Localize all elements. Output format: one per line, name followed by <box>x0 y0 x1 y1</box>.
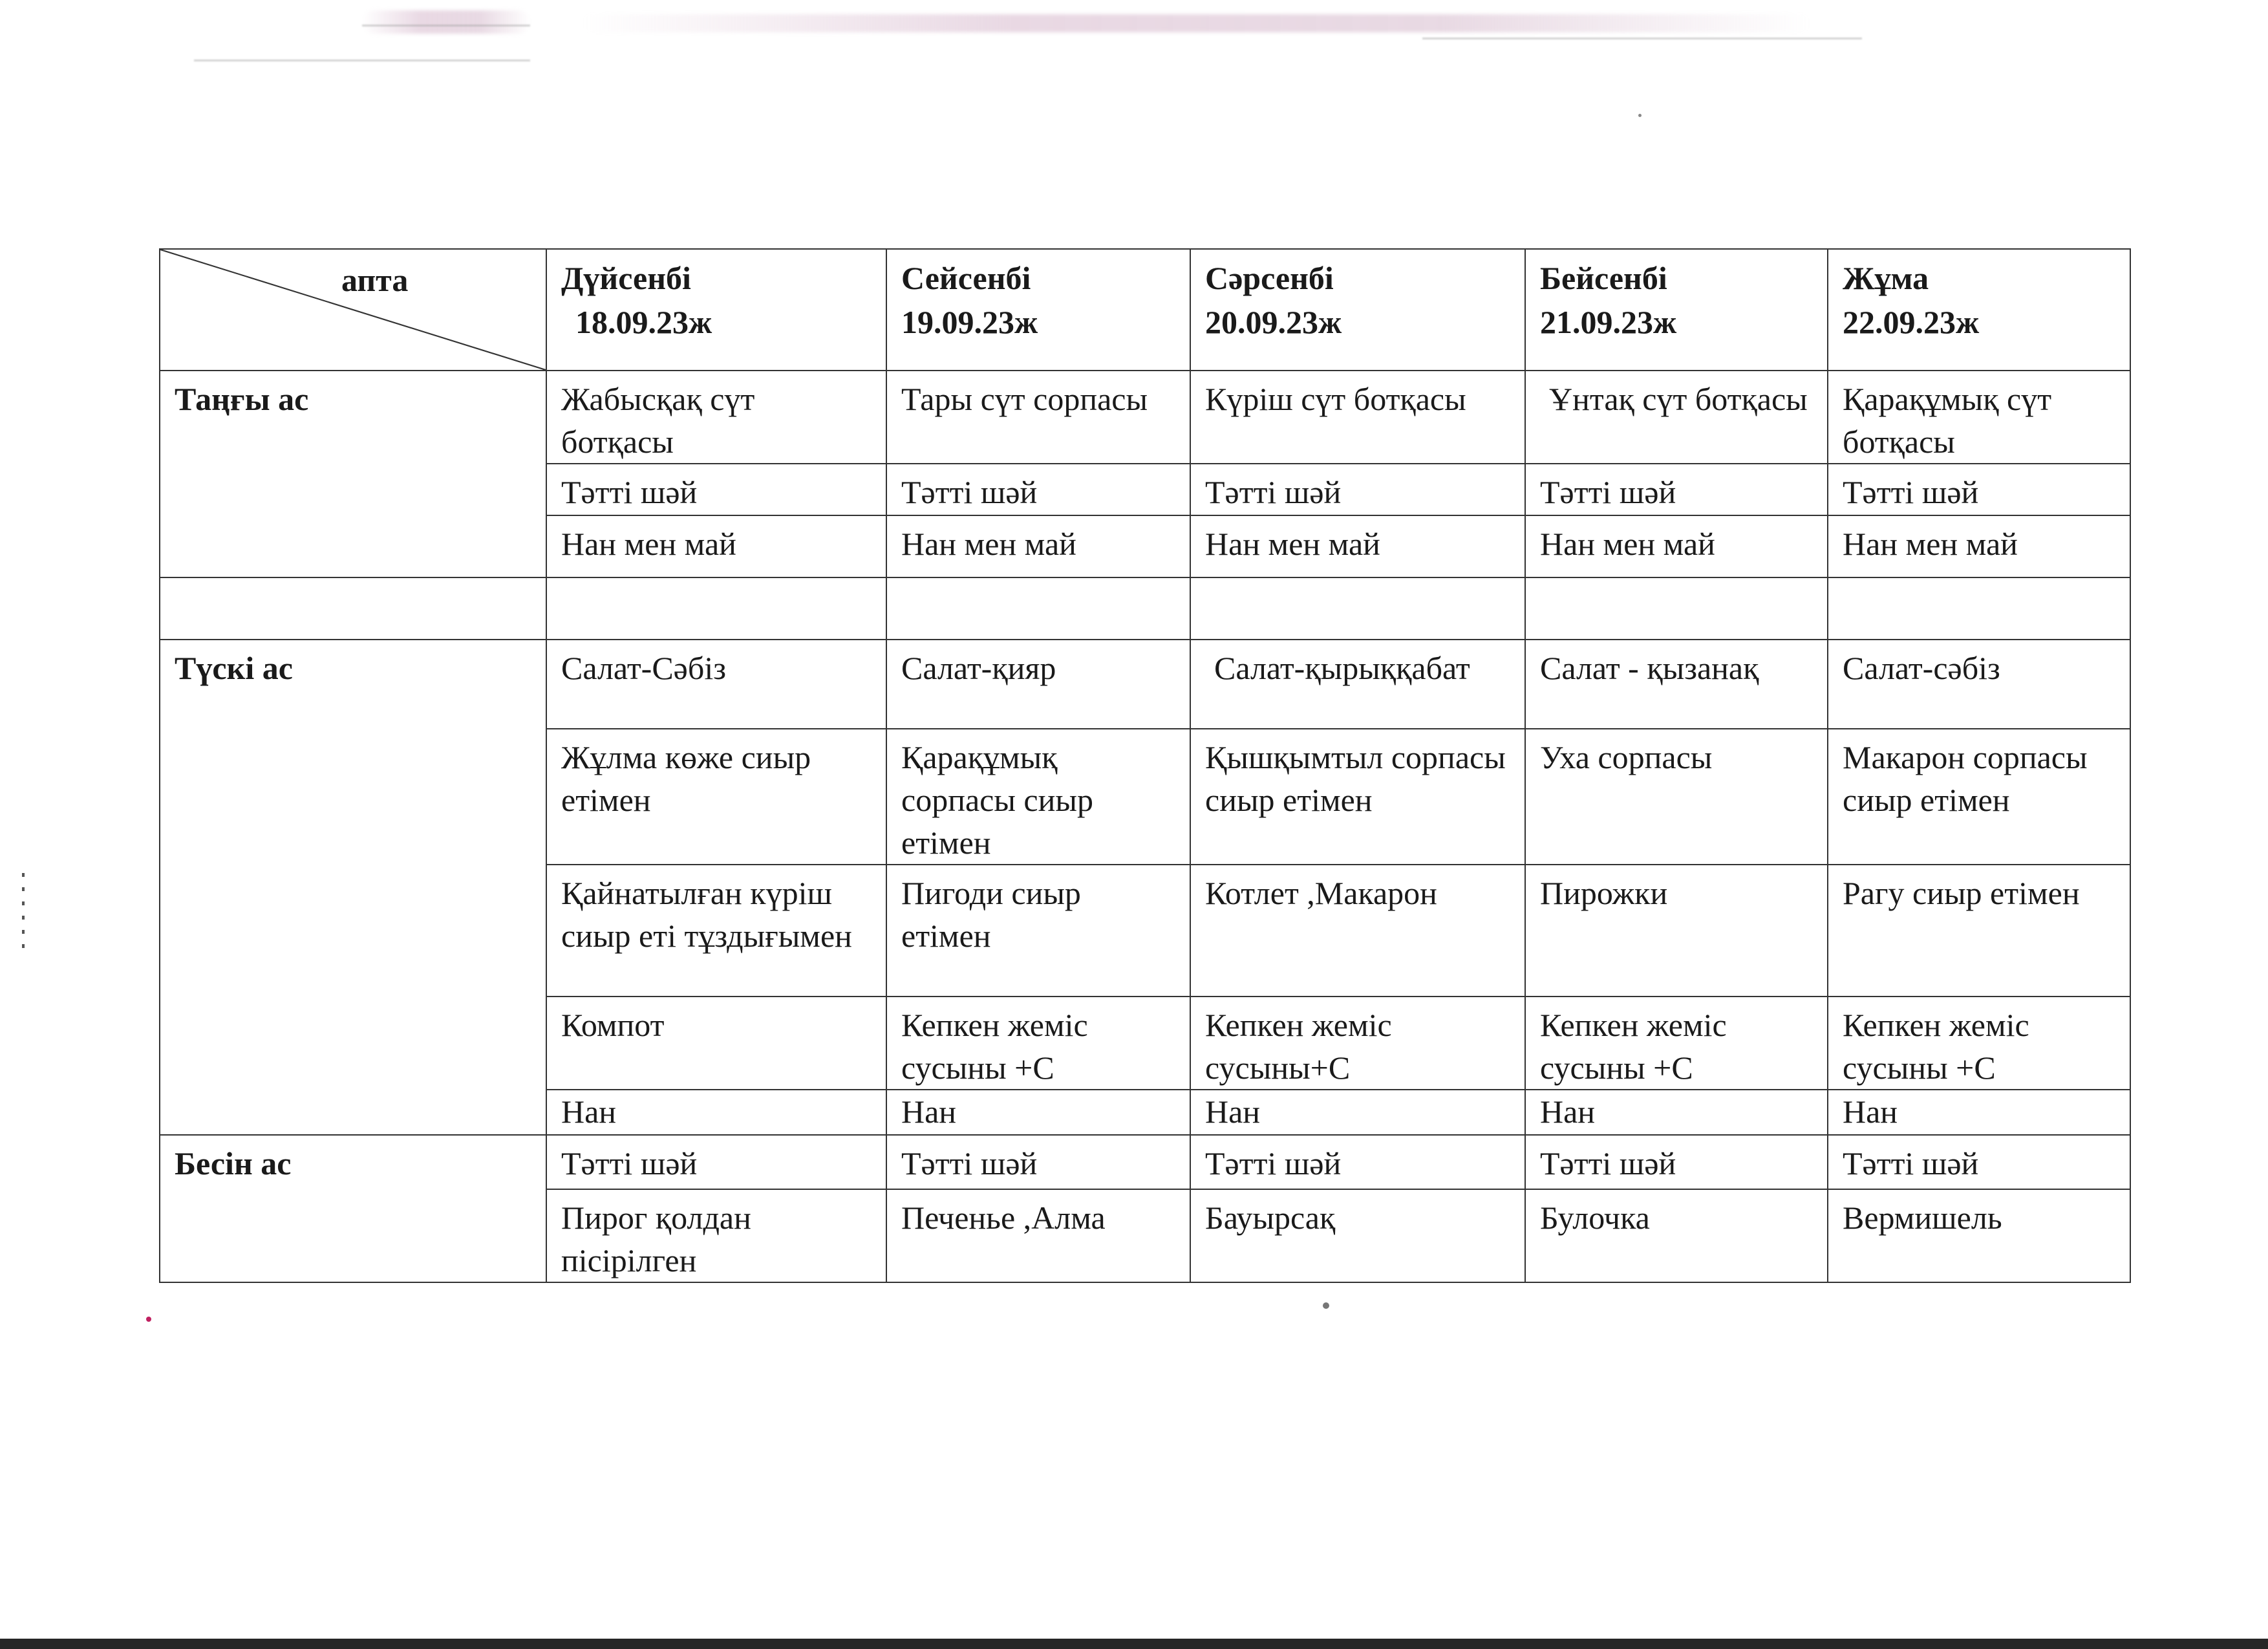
empty-row <box>160 577 2130 640</box>
menu-cell: Тәтті шәй <box>546 1135 886 1189</box>
day-header-monday <box>546 249 886 371</box>
menu-cell: Нан <box>886 1090 1190 1135</box>
day-name: Сейсенбі <box>901 260 1031 296</box>
menu-cell: Тәтті шәй <box>1828 464 2130 515</box>
day-header-tuesday <box>886 249 1190 371</box>
header-row <box>160 249 2130 371</box>
menu-cell: Печенье ,Алма <box>886 1189 1190 1282</box>
scan-smudge <box>362 10 530 34</box>
menu-cell: Жабысқақ сүт ботқасы <box>546 371 886 464</box>
menu-cell: Пирожки <box>1525 865 1828 997</box>
menu-cell: Тәтті шәй <box>1525 464 1828 515</box>
menu-cell: Тәтті шәй <box>886 464 1190 515</box>
day-name: Дүйсенбі <box>561 260 691 296</box>
empty-cell <box>1828 577 2130 640</box>
day-name: Бейсенбі <box>1540 260 1667 296</box>
scan-bottom-edge <box>0 1639 2268 1649</box>
menu-cell: Кепкен жеміс сусыны +С <box>886 997 1190 1090</box>
menu-cell: Тары сүт сорпасы <box>886 371 1190 464</box>
day-date: 18.09.23ж <box>575 304 712 340</box>
menu-cell: Кепкен жеміс сусыны +С <box>1525 997 1828 1090</box>
menu-cell: Салат-қияр <box>886 640 1190 729</box>
menu-cell: Тәтті шәй <box>1828 1135 2130 1189</box>
menu-cell: Тәтті шәй <box>886 1135 1190 1189</box>
menu-cell: Нан мен май <box>1190 515 1525 577</box>
menu-cell: Бауырсақ <box>1190 1189 1525 1282</box>
menu-cell: Салат-сәбіз <box>1828 640 2130 729</box>
day-name: Жұма <box>1843 260 1929 296</box>
menu-cell: Тәтті шәй <box>1190 464 1525 515</box>
scan-smudge <box>582 14 1810 32</box>
menu-cell: Салат-Сәбіз <box>546 640 886 729</box>
scan-smudge <box>1422 38 1862 39</box>
scan-smudge <box>194 59 530 61</box>
table-row <box>160 371 2130 464</box>
week-label: апта <box>341 262 409 298</box>
menu-cell: Қышқымтыл сорпасы сиыр етімен <box>1190 729 1525 865</box>
menu-cell: Тәтті шәй <box>1190 1135 1525 1189</box>
scan-smudge <box>362 25 530 27</box>
menu-cell: Пирог қолдан пісірілген <box>546 1189 886 1282</box>
menu-cell: Пигоди сиыр етімен <box>886 865 1190 997</box>
day-date: 20.09.23ж <box>1205 304 1342 340</box>
scan-speck <box>1323 1302 1329 1309</box>
day-header-thursday <box>1525 249 1828 371</box>
day-date: 22.09.23ж <box>1843 304 1980 340</box>
menu-cell: Нан <box>1828 1090 2130 1135</box>
menu-cell: Нан <box>1525 1090 1828 1135</box>
menu-cell: Нан мен май <box>1828 515 2130 577</box>
day-date: 19.09.23ж <box>901 304 1038 340</box>
menu-cell: Булочка <box>1525 1189 1828 1282</box>
menu-cell: Тәтті шәй <box>546 464 886 515</box>
weekly-menu-table <box>159 248 2131 1283</box>
scan-speck <box>1638 114 1642 117</box>
menu-cell: Тәтті шәй <box>1525 1135 1828 1189</box>
menu-cell: Кепкен жеміс сусыны+С <box>1190 997 1525 1090</box>
day-header-wednesday <box>1190 249 1525 371</box>
menu-cell: Нан <box>546 1090 886 1135</box>
corner-cell <box>160 249 546 371</box>
menu-cell: Салат-қырыққабат <box>1190 640 1525 729</box>
menu-cell: Қайнатылған күріш сиыр еті тұздығымен <box>546 865 886 997</box>
empty-cell <box>1525 577 1828 640</box>
menu-cell: Нан мен май <box>886 515 1190 577</box>
scan-speck <box>22 873 25 957</box>
meal-label-snack: Бесін ас <box>160 1135 546 1282</box>
menu-cell: Қарақұмық сүт ботқасы <box>1828 371 2130 464</box>
menu-cell: Жұлма көже сиыр етімен <box>546 729 886 865</box>
menu-cell: Макарон сорпасы сиыр етімен <box>1828 729 2130 865</box>
day-header-friday <box>1828 249 2130 371</box>
menu-cell: Кепкен жеміс сусыны +С <box>1828 997 2130 1090</box>
menu-cell: Нан мен май <box>1525 515 1828 577</box>
day-date: 21.09.23ж <box>1540 304 1677 340</box>
day-name: Сәрсенбі <box>1205 260 1334 296</box>
menu-cell: Котлет ,Макарон <box>1190 865 1525 997</box>
empty-cell <box>546 577 886 640</box>
empty-cell <box>160 577 546 640</box>
menu-cell: Вермишель <box>1828 1189 2130 1282</box>
menu-cell: Нан <box>1190 1090 1525 1135</box>
menu-cell: Күріш сүт ботқасы <box>1190 371 1525 464</box>
meal-label-breakfast: Таңғы ас <box>160 371 546 577</box>
table-row <box>160 640 2130 729</box>
menu-cell: Рагу сиыр етімен <box>1828 865 2130 997</box>
menu-cell: Ұнтақ сүт ботқасы <box>1525 371 1828 464</box>
menu-cell: Салат - қызанақ <box>1525 640 1828 729</box>
menu-cell: Уха сорпасы <box>1525 729 1828 865</box>
menu-cell: Қарақұмық сорпасы сиыр етімен <box>886 729 1190 865</box>
table-row <box>160 1135 2130 1189</box>
menu-cell: Компот <box>546 997 886 1090</box>
menu-cell: Нан мен май <box>546 515 886 577</box>
empty-cell <box>886 577 1190 640</box>
empty-cell <box>1190 577 1525 640</box>
meal-label-lunch: Түскі ас <box>160 640 546 1135</box>
scan-speck <box>146 1317 151 1322</box>
